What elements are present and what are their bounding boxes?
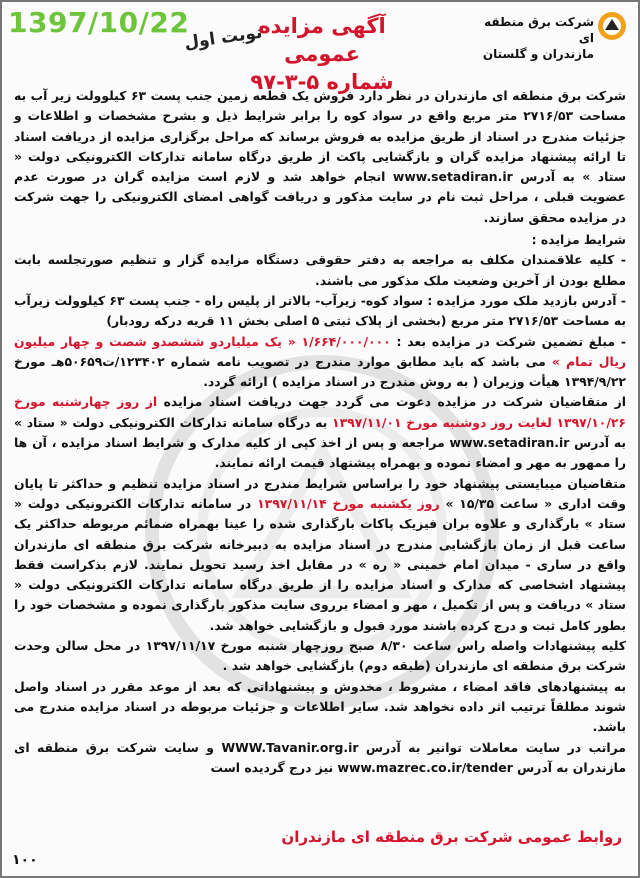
document-receipt-dates: از روز چهارشنبه مورخ ۱۳۹۷/۱۰/۲۶ لغایت روز دوشنبه مورخ ۱۳۹۷/۱۱/۰۱ [14, 394, 626, 430]
setad-url-link-2[interactable]: www.setadiran.ir [449, 435, 570, 451]
ad-number: شماره ۵-۳-۹۷ [250, 70, 394, 94]
condition-1: - کلیه علاقمندان مکلف به مراجعه به دفتر حقوقی دستگاه مزایده گزار و تنظیم صورتجلسه بابت مطلع بودن از آخرین وضعیت ملک مذکور می باشند. [14, 252, 626, 288]
condition-6: کلیه پیشنهادات واصله راس ساعت ۸/۳۰ صبح روزچهار شنبه مورخ ۱۳۹۷/۱۱/۱۷ در محل سالن وحدت شرکت برق منطقه ای مازندران (طبقه دوم) بازگشایی خواهد شد . [14, 638, 626, 674]
sale-subject: فروش یک قطعه زمین جنب پست ۶۳ کیلوولت زیر آب به مساحت ۲۷۱۶/۵۳ متر مربع واقع در سواد کوه [14, 88, 626, 124]
company-name-line2: مازندران و گلستان [482, 47, 594, 61]
advertisement-body [14, 86, 626, 778]
page-number: ۱۰۰ [12, 852, 38, 868]
tavanir-logo-icon [596, 10, 628, 42]
condition-5: متقاضیان میبایستی پیشنهاد خود را براساس شرایط مندرج در اسناد مزایده تنظیم و حداکثر تا پایان وقت اداری « ساعت ۱۵/۳۵ » روز یکشنبه مورخ ۱۳۹۷/۱۱/۱۴ در سامانه تدارکات الکترونیکی دولت « ستاد » بارگذاری و علاوه بران فیزیک پاکات بارگذاری شده را عینا بهمراه ضمائم مربوطه حداکثر یک ساعت قبل از زمان بازگشایی مندرج در اسناد مزایده به دبیرخانه شرکت برق منطقه ای مازندران واقع در ساری - میدان امام خمینی « ره » در مقابل اخذ رسید تحویل نمایند. لازم بذکراست فقط پیشنهاد اشخاصی که مدارک و اسناد مزایده را از طریق درگاه سامانه تدارکات الکترونیکی دولت « ستاد » دریافت و پس از تکمیل ، مهر و امضاء برروی سایت مذکور بارگذاری نموده و مشخصات خود را بطور کامل ثبت و درج کرده باشند مورد قبول و بازگشایی خواهد شد. [14, 475, 627, 633]
condition-8: مراتب در سایت معاملات توانیر به آدرس WWW.Tavanir.org.ir و سایت شرکت برق منطقه ای مازندران به آدرس www.mazrec.co.ir/tender نیز درج گردیده است [14, 739, 626, 775]
title-block [238, 12, 406, 96]
footer-signature: روابط عمومی شرکت برق منطقه ای مازندران [281, 828, 622, 846]
guarantee-amount: ۱/۶۶۴/۰۰۰/۰۰۰ « یک میلیاردو ششصدو شصت و چهار میلیون ریال تمام » [14, 333, 626, 369]
setad-url-link[interactable]: www.setadiran.ir [392, 169, 513, 185]
ad-title: آگهی مزایده عمومی [258, 14, 386, 66]
condition-4: از متقاضیان شرکت در مزایده دعوت می گردد جهت دریافت اسناد مزایده از روز چهارشنبه مورخ ۱۳۹۷/۱۰/۲۶ لغایت روز دوشنبه مورخ ۱۳۹۷/۱۱/۰۱ به درگاه سامانه تدارکات الکترونیکی دولت « ستاد » به آدرس www.setadiran.ir مراجعه و پس از اخذ کپی از کلیه مدارک و شرایط اسناد مزایده ، آن ها را ممهور به مهر و امضاء نموده و بهمراه پیشنهاد قیمت ارائه نمایند. [14, 394, 626, 471]
company-name [478, 14, 594, 62]
date-stamp: 1397/10/22 [8, 6, 190, 39]
condition-3: - مبلغ تضمین شرکت در مزایده بعد : ۱/۶۶۴/۰۰۰/۰۰۰ « یک میلیاردو ششصدو شصت و چهار میلیون ریال تمام » می باشد که باید مطابق موارد مندرج در تصویب نامه شماره ۱۲۳۴۰۲/ت۵۰۶۵۹هـ مورخ ۱۳۹۴/۹/۲۲ هیأت وزیران ( به روش مندرج در اسناد مزایده ) ارائه گردد. [14, 333, 626, 390]
intro-paragraph: شرکت برق منطقه ای مازندران در نظر دارد فروش یک قطعه زمین جنب پست ۶۳ کیلوولت زیر آب به مساحت ۲۷۱۶/۵۳ متر مربع واقع در سواد کوه را برابر شرایط ذیل و بشرح مشخصات و اطلاعات و جزئیات مندرج در اسناد از طریق مزایده به فروش برساند که مراحل برگزاری مزایده از دریافت اسناد تا ارائه پیشنهاد مزایده گران و بازگشایی پاکت از طریق درگاه سامانه تدارکات الکترونیکی دولت « ستاد » به آدرس www.setadiran.ir انجام خواهد شد و لازم است مزایده گران در صورت عدم عضویت قبلی ، مراحل ثبت نام در سایت مذکور و دریافت گواهی امضای الکترونیکی را جهت شرکت در مزایده محقق سازند. [14, 88, 626, 225]
conditions-heading: شرایط مزایده : [531, 232, 626, 248]
mazrec-url-link[interactable]: www.mazrec.co.ir/tender [337, 759, 513, 775]
company-name-line1: شرکت برق منطقه ای [484, 15, 594, 45]
condition-7: به پیشنهادهای فاقد امضاء ، مشروط ، مخدوش و پیشنهاداتی که بعد از موعد مقرر در اسناد واصل شوند مطلقاً ترتیب اثر داده نخواهد شد. سایر اطلاعات و جزئیات مربوطه در اسناد مزایده مندرج می باشد. [14, 678, 626, 735]
submission-deadline: روز یکشنبه مورخ ۱۳۹۷/۱۱/۱۴ [257, 495, 440, 511]
tavanir-url-link[interactable]: WWW.Tavanir.org.ir [221, 739, 359, 755]
condition-2: - آدرس بازدید ملک مورد مزایده : سواد کوه- زیرآب- بالاتر از پلیس راه - جنب پست ۶۳ کیلوولت زیرآب به مساحت ۲۷۱۶/۵۳ متر مربع (بخشی از پلاک ثبتی ۵ اصلی بخش ۱۱ قریه درکه رودبار) [14, 292, 626, 329]
publication-round-label: نوبت اول [182, 22, 264, 54]
